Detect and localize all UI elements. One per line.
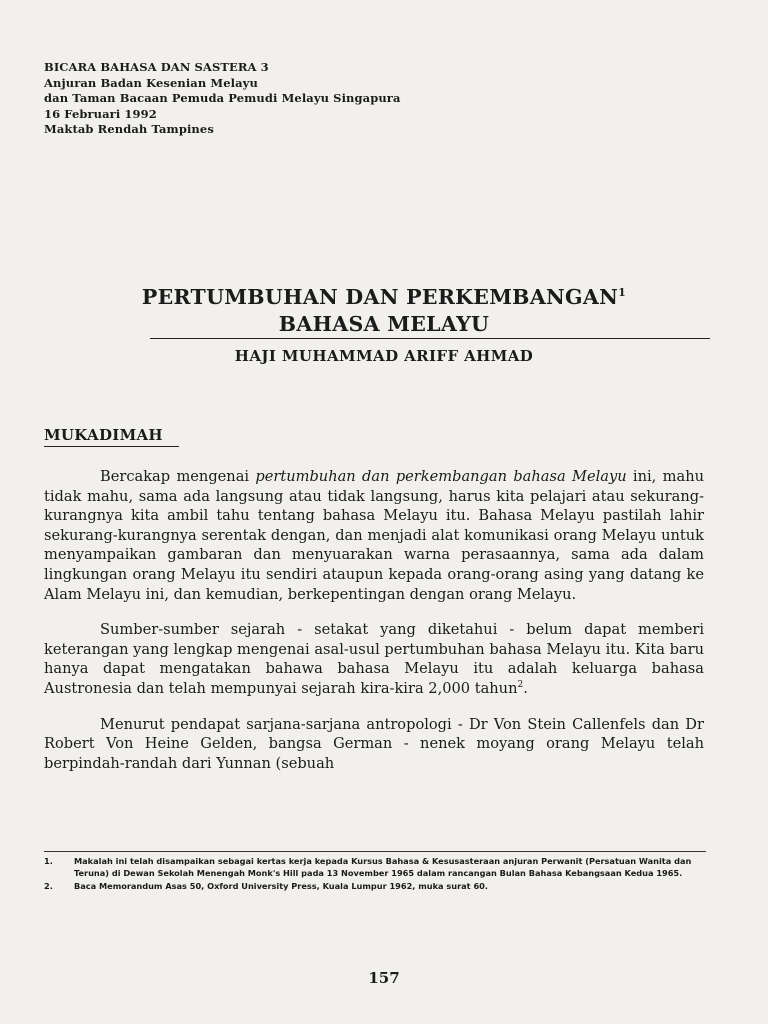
section-heading: MUKADIMAH — [44, 426, 163, 444]
footnote-text: Baca Memorandum Asas 50, Oxford University Press, Kuala Lumpur 1962, muka surat 60. — [74, 881, 488, 892]
event-header — [44, 60, 564, 138]
paragraph-2-text: Sumber-sumber sejarah - setakat yang diketahui - belum dapat memberi keterangan yang lengkap mengenai asal-usul pertumbuhan bahasa Melayu itu. Kita baru hanya dapat mengatakan bahawa bahasa Melayu itu adalah keluarga bahasa Austronesia dan telah mempunyai sejarah kira-kira 2,000 tahun — [44, 621, 704, 697]
footnote-marker: 2 — [517, 680, 524, 691]
section-heading-underline — [44, 446, 179, 447]
footnote-item — [44, 856, 706, 879]
footnote-number: 1. — [44, 856, 53, 866]
footnotes — [44, 856, 706, 895]
footnote-item — [44, 881, 706, 893]
paragraph-2 — [44, 620, 704, 698]
title-line-1-text: PERTUMBUHAN DAN PERKEMBANGAN — [141, 285, 619, 309]
paragraph-1-rest: ini, mahu tidak mahu, sama ada langsung atau tidak langsung, harus kita pelajari atau sekurang-kurangnya kita ambil tahu tentang bahasa Melayu itu. Bahasa Melayu pastilah lahir sekurang-kurangnya serentak dengan, dan menjadi alat komunikasi orang Melayu untuk menyampaikan gambaran dan menyuarakan warna perasaannya, sama ada dalam lingkungan orang Melayu itu sendiri ataupun kepada orang-orang asing yang datang ke Alam Melayu ini, dan kemudian, berkepentingan dengan orang Melayu. — [44, 468, 704, 603]
paragraph-3: Menurut pendapat sarjana-sarjana antropologi - Dr Von Stein Callenfels dan Dr Robert Von Heine Gelden, bangsa German - nenek moyang orang Melayu telah berpindah-randah dari Yunnan (sebuah — [44, 715, 704, 772]
header-line: BICARA BAHASA DAN SASTERA 3 — [44, 60, 269, 74]
header-line: dan Taman Bacaan Pemuda Pemudi Melayu Singapura — [44, 91, 401, 105]
title-line-2: BAHASA MELAYU — [278, 312, 490, 336]
article-title — [60, 284, 708, 338]
header-line: Anjuran Badan Kesenian Melayu — [44, 75, 258, 90]
footnote-marker: 1 — [618, 286, 627, 300]
page-number: 157 — [368, 969, 400, 987]
paragraph-1-italic: pertumbuhan dan perkembangan bahasa Melayu — [255, 468, 627, 485]
author-name: HAJI MUHAMMAD ARIFF AHMAD — [234, 347, 534, 365]
paragraph-1 — [44, 467, 704, 604]
paragraph-1-lead: Bercakap mengenai — [100, 468, 256, 485]
body-text — [44, 467, 704, 789]
header-line: 16 Februari 1992 — [44, 106, 157, 121]
header-line: Maktab Rendah Tampines — [44, 122, 214, 136]
footnote-text: Makalah ini telah disampaikan sebagai kertas kerja kepada Kursus Bahasa & Kesusasteraan anjuran Perwanit (Persatuan Wanita dan Teruna) di Dewan Sekolah Menengah Monk's Hill pada 13 November 1965 dalam rancangan Bulan Bahasa Kebangsaan Kedua 1965. — [74, 856, 692, 878]
paragraph-2-end: . — [523, 679, 528, 697]
footnote-number: 2. — [44, 881, 53, 892]
title-line-1 — [60, 284, 708, 311]
title-divider — [150, 338, 710, 339]
footnote-divider — [44, 851, 706, 852]
